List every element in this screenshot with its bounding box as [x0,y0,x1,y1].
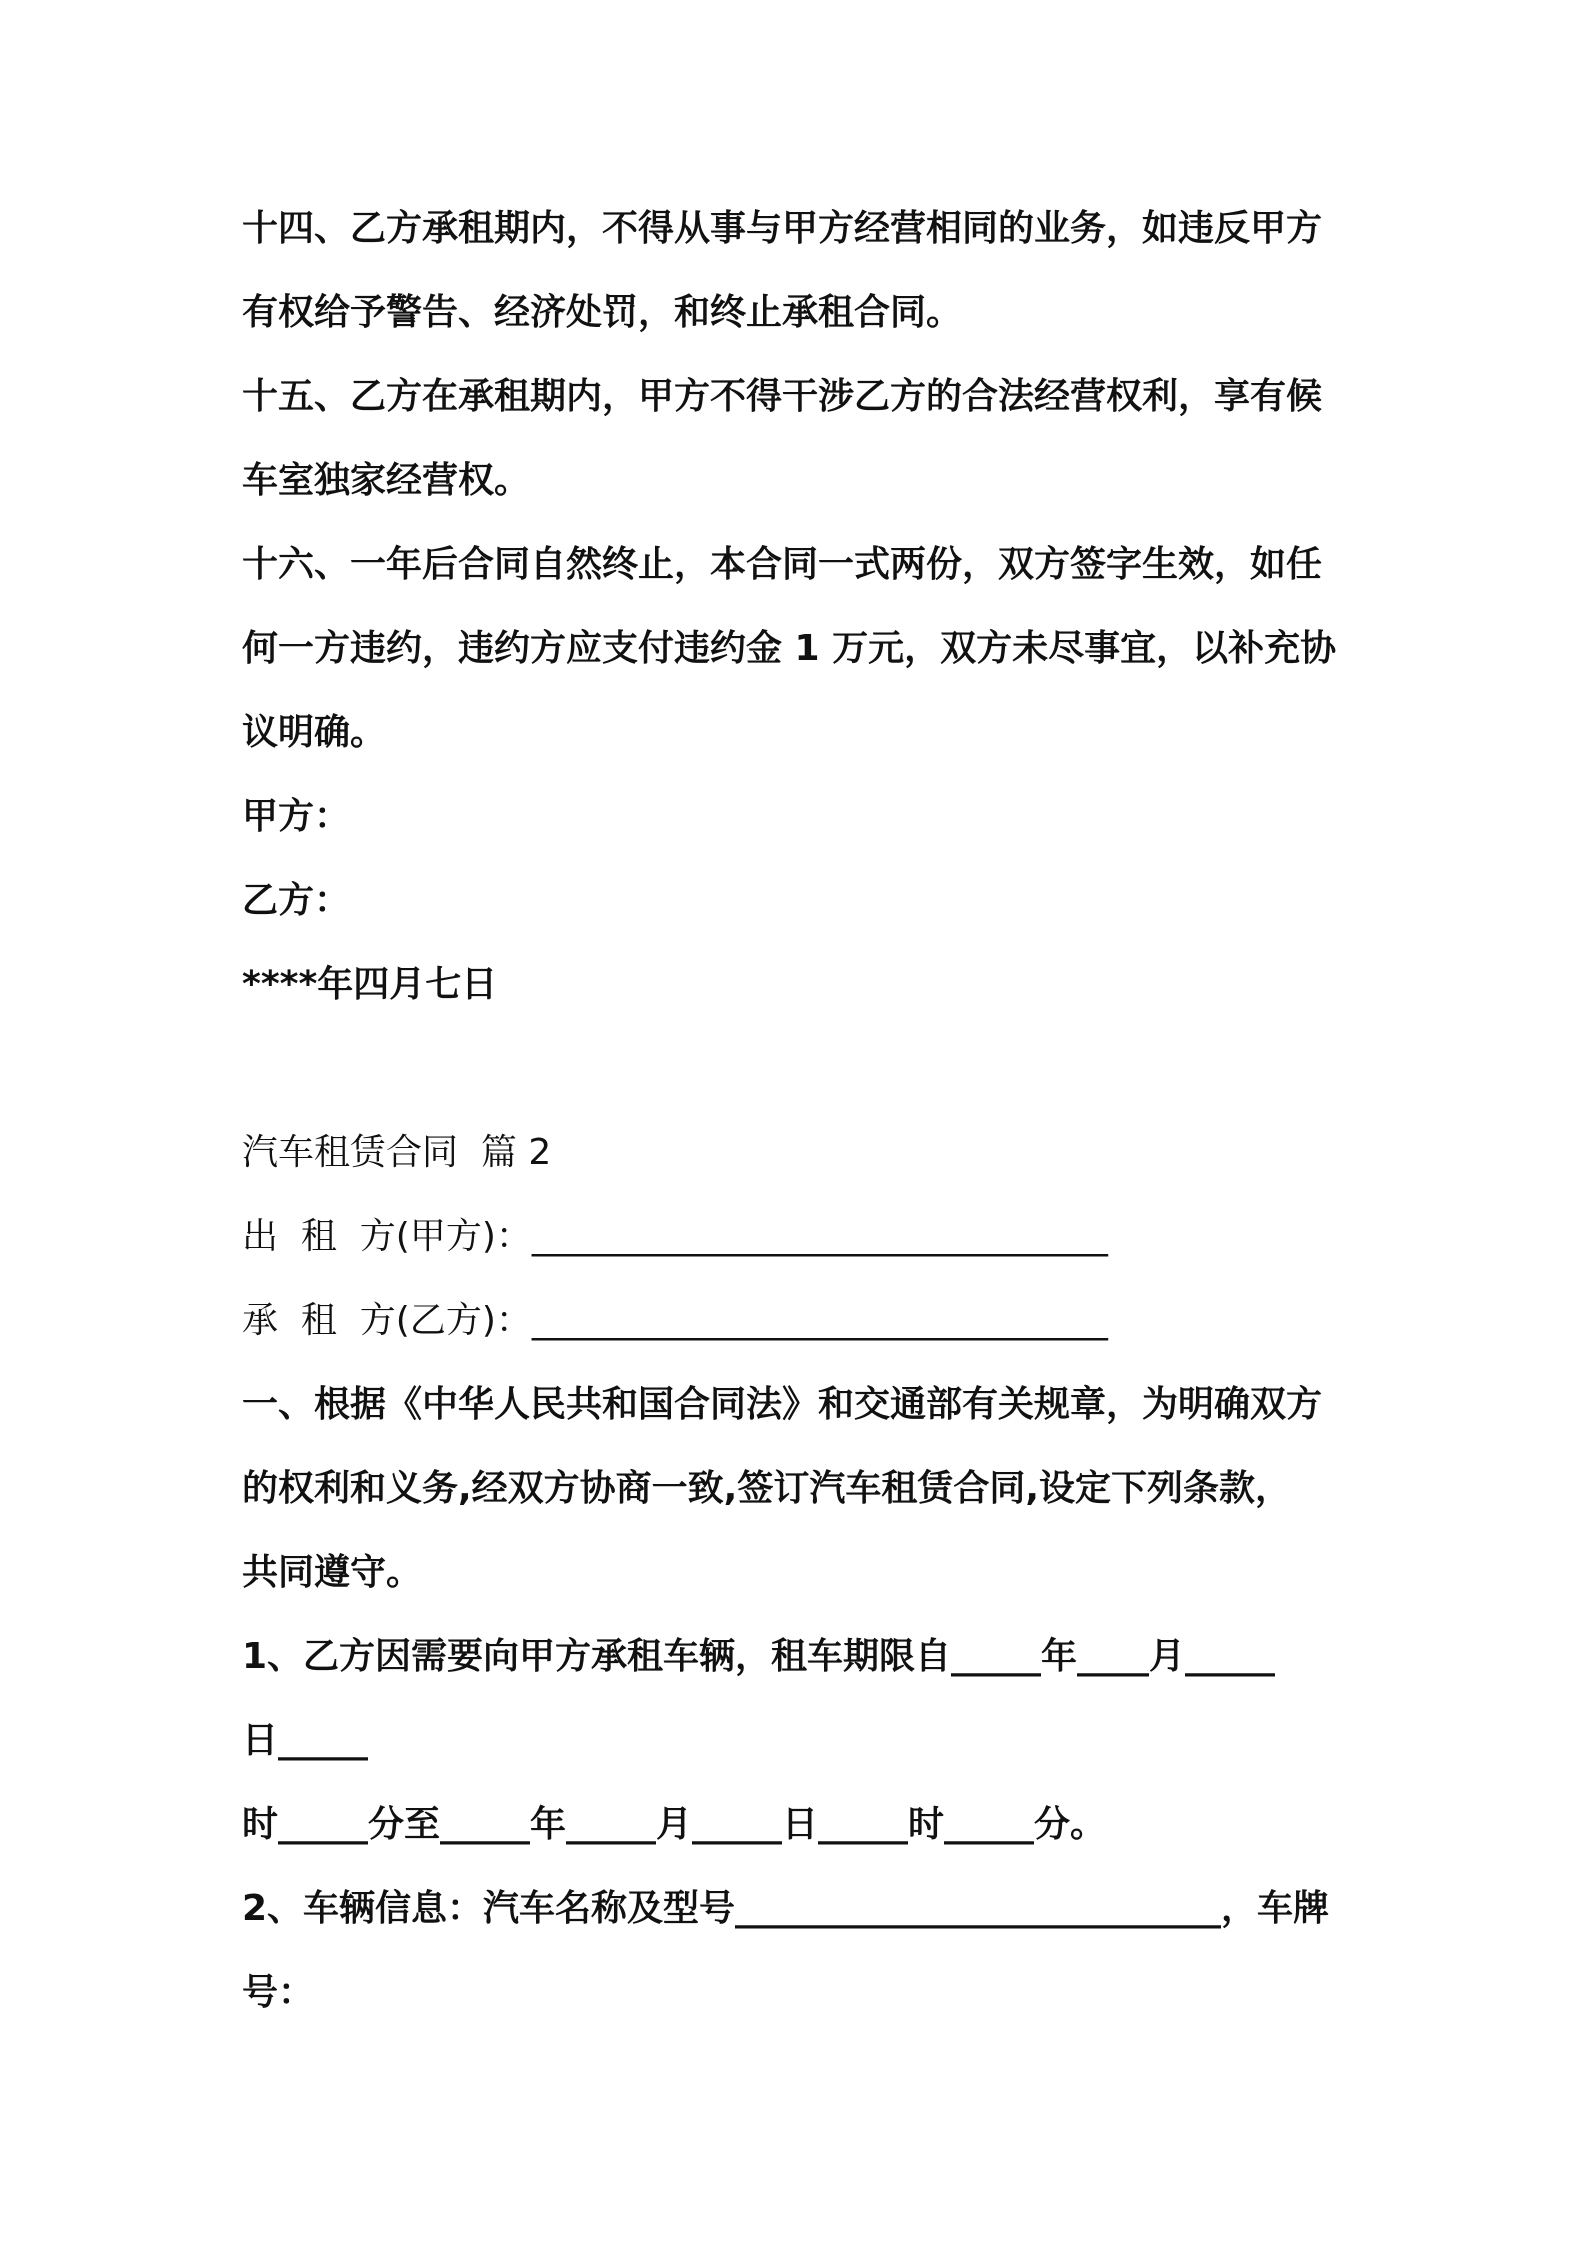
text-line: 十五、乙方在承租期内，甲方不得干涉乙方的合法经营权利，享有候 [242,376,1323,417]
section-title: 汽车租赁合同 篇 2 [242,1132,552,1173]
signature-party-a: 甲方： [242,796,351,837]
rental-period-line: 1、乙方因需要向甲方承租车辆，租车期限自_____年____月_____ [242,1636,1276,1677]
text-line: 有权给予警告、经济处罚，和终止承租合同。 [242,292,963,333]
vehicle-info-line: 号： [242,1972,315,2013]
signature-party-b: 乙方： [242,880,351,921]
text-line: 议明确。 [242,712,387,753]
lessee-field: 承 租 方(乙方)：________________________________ [242,1300,1108,1341]
rental-period-line: 时_____分至_____年_____月_____日_____时_____分。 [242,1804,1106,1845]
text-line: 的权利和义务,经双方协商一致,签订汽车租赁合同,设定下列条款， [242,1468,1292,1509]
text-line: 一、根据《中华人民共和国合同法》和交通部有关规章，为明确双方 [242,1384,1323,1425]
rental-period-line: 日_____ [242,1720,369,1761]
text-line: 何一方违约，违约方应支付违约金 1 万元，双方未尽事宜，以补充协 [242,628,1337,669]
text-line: 十四、乙方承租期内，不得从事与甲方经营相同的业务，如违反甲方 [242,208,1323,249]
signature-date: ****年四月七日 [242,964,498,1005]
vehicle-info-line: 2、车辆信息：汽车名称及型号___________________________，车牌 [242,1888,1330,1929]
text-line: 车室独家经营权。 [242,460,531,501]
lessor-field: 出 租 方(甲方)：________________________________ [242,1216,1108,1257]
text-line: 共同遵守。 [242,1552,423,1593]
text-line: 十六、一年后合同自然终止，本合同一式两份，双方签字生效，如任 [242,544,1323,585]
